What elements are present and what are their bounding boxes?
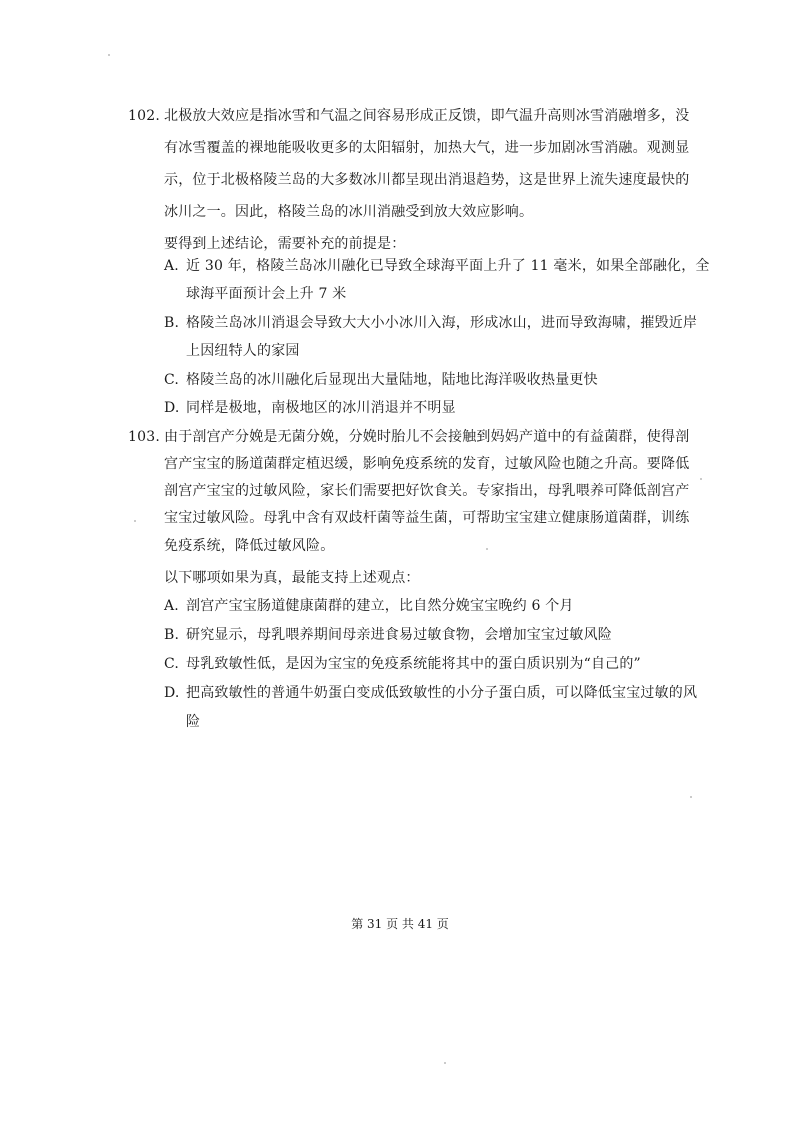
option-text: 上因纽特人的家园 <box>186 343 300 359</box>
option-text: 近 30 年，格陵兰岛冰川融化已导致全球海平面上升了 11 毫米，如果全部融化，全 <box>186 258 710 274</box>
option-label: A. <box>164 258 179 274</box>
question-stem-line: 示，位于北极格陵兰岛的大多数冰川都呈现出消退趋势，这是世界上流失速度最快的 <box>164 172 690 188</box>
option-text: 球海平面预计会上升 7 米 <box>186 286 347 302</box>
option-label: B. <box>164 627 180 643</box>
option-text: 格陵兰岛的冰川融化后显现出大量陆地，陆地比海洋吸收热量更快 <box>186 372 598 388</box>
question-prompt: 以下哪项如果为真，最能支持上述观点： <box>164 570 420 586</box>
scan-speck <box>134 520 136 522</box>
question-stem-line: 由于剖宫产分娩是无菌分娩，分娩时胎儿不会接触到妈妈产道中的有益菌群，使得剖 <box>164 429 690 445</box>
option-label: D. <box>164 400 180 416</box>
option-text: 把高致敏性的普通牛奶蛋白变成低致敏性的小分子蛋白质，可以降低宝宝过敏的风 <box>186 685 698 701</box>
option-label: B. <box>164 315 180 331</box>
question-stem-line: 剖宫产宝宝的过敏风险，家长们需要把好饮食关。专家指出，母乳喂养可降低剖宫产 <box>164 483 690 499</box>
option-text: 母乳致敏性低，是因为宝宝的免疫系统能将其中的蛋白质识别为“自己的” <box>186 656 641 672</box>
question-stem-line: 北极放大效应是指冰雪和气温之间容易形成正反馈，即气温升高则冰雪消融增多，没 <box>164 108 690 124</box>
scan-speck <box>690 796 692 798</box>
option-text: 研究显示，母乳喂养期间母亲进食易过敏食物，会增加宝宝过敏风险 <box>186 627 612 643</box>
option-label: A. <box>164 598 179 614</box>
option-label: C. <box>164 372 180 388</box>
question-number: 102. <box>128 108 160 124</box>
question-stem-line: 宫产宝宝的肠道菌群定植迟缓，影响免疫系统的发育，过敏风险也随之升高。要降低 <box>164 456 690 472</box>
question-stem-line: 免疫系统，降低过敏风险。 <box>164 538 335 554</box>
scan-speck <box>108 54 110 56</box>
question-stem-line: 有冰雪覆盖的裸地能吸收更多的太阳辐射，加热大气，进一步加剧冰雪消融。观测显 <box>164 140 690 156</box>
option-text: 格陵兰岛冰川消退会导致大大小小冰川入海，形成冰山，进而导致海啸，摧毁近岸 <box>186 315 698 331</box>
page-number-footer: 第 31 页 共 41 页 <box>351 917 449 931</box>
question-stem-line: 冰川之一。因此，格陵兰岛的冰川消融受到放大效应影响。 <box>164 204 534 220</box>
question-stem-line: 宝宝过敏风险。母乳中含有双歧杆菌等益生菌，可帮助宝宝建立健康肠道菌群，训练 <box>164 510 690 526</box>
question-number: 103. <box>128 429 160 445</box>
scan-speck <box>486 548 488 550</box>
scan-speck <box>700 478 702 480</box>
option-label: C. <box>164 656 180 672</box>
option-text: 同样是极地，南极地区的冰川消退并不明显 <box>186 400 456 416</box>
option-text: 险 <box>186 714 201 730</box>
option-text: 剖宫产宝宝肠道健康菌群的建立，比自然分娩宝宝晚约 6 个月 <box>186 598 574 614</box>
option-label: D. <box>164 685 180 701</box>
scan-speck <box>444 1062 446 1064</box>
question-prompt: 要得到上述结论，需要补充的前提是： <box>164 236 406 252</box>
